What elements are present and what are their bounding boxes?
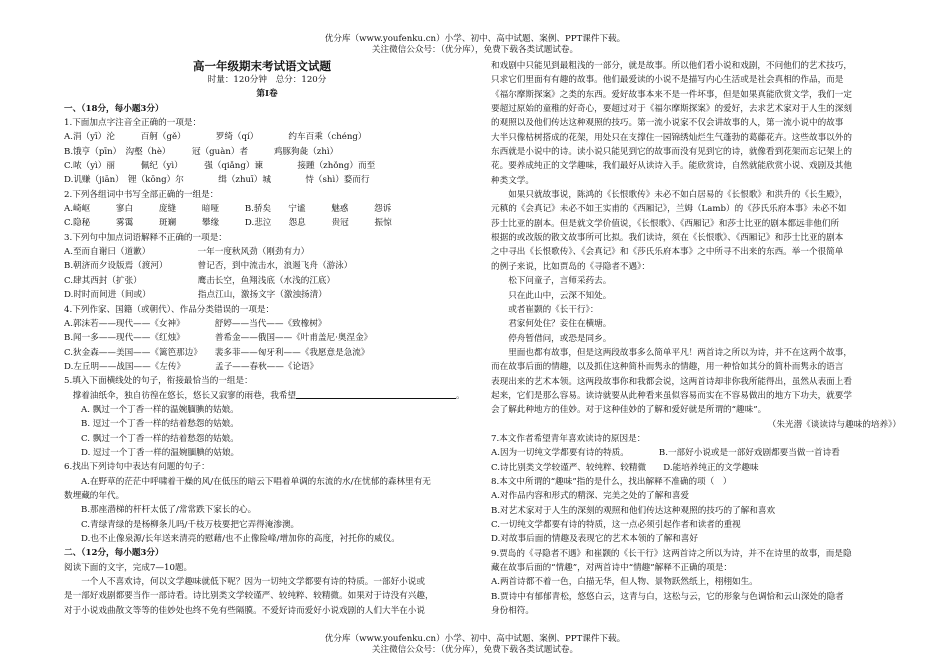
passage-line: 根据的或改版的散文故事所可比拟。我们读诗，须在《长恨歌》、《西厢记》和莎士比亚的剧本: [491, 233, 844, 244]
answer-option: C.一切纯文学都要有诗的特质，这一点必须引起作者和读者的重视: [491, 520, 741, 530]
poem-line: 或者崔颢的《长干行》：: [491, 304, 599, 315]
passage-line: 一个人不喜欢诗，何以文学趣味就低下呢？因为一切纯文学都要有诗的特质。一部好小说或: [64, 577, 425, 588]
footer-line-1: 优分库（www.youfenku.cn）小学、初中、高中试题、案例、PPT课件下载。: [324, 634, 626, 644]
volume-label: 第Ⅰ卷: [256, 89, 278, 100]
footer-line-2: 关注微信公众号：（优分库），免费下载各类试题试卷。: [371, 645, 579, 655]
poem-line: 松下问童子，言师采药去。: [491, 276, 612, 287]
answer-option: A.郭沫若——现代——《女神》 舒婷——当代——《致橡树》: [64, 318, 327, 329]
answer-option: C. 飘过一个丁香一样的结着愁怨的姑娘。: [81, 433, 239, 444]
answer-option: D.左丘明——战国——《左传》 孟子——春秋——《论语》: [64, 361, 319, 372]
answer-option: A.至而自谢曰（道歉） 一年一度秋风劲（刚劲有力）: [64, 247, 310, 258]
answer-option: B.贾诗中有郁郁青松，悠悠白云，这青与白，这松与云，它的形象与色调恰和云山深处的隐者: [491, 591, 844, 602]
passage-line: 大半只像枯树搭成的花架，用处只在支撑住一园锦绣灿烂生气蓬勃的葛藤花卉。这些故事以外的: [491, 132, 852, 143]
poem-line: 君家何处住？妾住在横塘。: [491, 319, 612, 330]
fill-blank-line: 撑着油纸伞，独自彷徨在悠长，悠长又寂寥的雨巷，我希望 。: [64, 390, 465, 401]
answer-option: 数埋藏的年代。: [64, 490, 125, 501]
section-heading: 二、（12分，每小题3分）: [64, 548, 164, 559]
question-stem: 1.下面加点字注音全正确的一项是：: [64, 118, 202, 129]
passage-line: 只求它们里面有有趣的故事。他们最爱读的小说不是描写内心生活或是社会真相的作品，而是: [491, 75, 844, 86]
answer-option: B.对艺术家对于人生的深刻的观照和他们传达这种观照的技巧的了解和喜欢: [491, 505, 776, 516]
passage-line: 是一部好戏剧都要当作一部诗看。诗比别类文学较谨严、较纯粹、较精微。如果对于诗没有兴趣，: [64, 591, 434, 602]
passage-line: 元稹的《会真记》未必不如王实甫的《西厢记》，兰姆（Lamb）的《莎氏乐府本事》未必不如: [491, 204, 847, 215]
passage-line: 要超过原始的童稚的好奇心，要超过对于《福尔摩斯探案》的爱好，去求艺术家对于人生的深刻: [491, 104, 852, 115]
question-stem: 8.本文中所谓的“趣味”指的是什么，找出解释不准确的项（ ）: [491, 476, 732, 487]
passage-line: 花。要养成纯正的文学趣味，我们最好从读诗入手。能欣赏诗，自然就能欣赏小说、戏剧及其他: [491, 161, 852, 172]
passage-line: 的例子来说，比如贾岛的《寻隐者不遇》：: [491, 261, 650, 272]
answer-option: D.也不止像泉源/长年送来清亮的慰藉/也不止像险峰/增加你的高度，衬托你的威仪。: [81, 534, 400, 544]
header-line-2: 关注微信公众号：（优分库），免费下载各类试题试卷。: [371, 45, 579, 55]
question-stem: 2.下列各组词中书写全部正确的一组是：: [64, 189, 219, 200]
passage-line: 和戏剧中只能见到最粗浅的一部分，就是故事。所以他们看小说和戏剧，不问他们的艺术技巧，: [491, 61, 852, 71]
question-stem: 藏在故事后面的“情趣”，对两首诗中“情趣”解释不正确的项是：: [491, 563, 733, 574]
right-column: [491, 59, 901, 618]
poem-line: 只在此山中，云深不知处。: [491, 290, 612, 301]
answer-option: C.肆其西封（扩张） 鹰击长空，鱼翔浅底（水浅的江底）: [64, 275, 336, 286]
answer-option: C.青绿青绿的是杨柳条儿吗/千枝万枝要把它弄得淹渗澳。: [81, 519, 300, 530]
fill-blank-text: 撑着油纸伞，独自彷徨在悠长，悠长又寂寥的雨巷，我希望: [64, 390, 297, 401]
answer-option: A.对作品内容和形式的精深、完美之处的了解和喜爱: [491, 491, 690, 502]
poem-line: 停舟暂借问，或恐是同乡。: [491, 333, 612, 344]
passage-line: 之中寻出《长恨歌传》、《会真记》和《莎氏乐府本事》之中所寻不出来的东西。举一个很简单: [491, 247, 844, 258]
passage-line: 对于小说戏曲散文等等的佳妙处也终不免有些隔膜。不爱好诗而爱好小说戏剧的人们大半在小说: [64, 605, 425, 616]
answer-option: A.两首诗都不着一色，白描无华，但人物、景物跃然纸上，栩栩如生。: [491, 577, 758, 588]
answer-option: B.饿亨（pīn） 沟壑（hè） 冠（guàn）者 鸡豚狗彘（zhì）: [64, 146, 339, 157]
exam-title: 高一年级期末考试语文试题: [193, 59, 331, 73]
header-line-1: 优分库（www.youfenku.cn）小学、初中、高中试题、案例、PPT课件下载。: [324, 34, 626, 44]
answer-option: C.哝（yì）丽 佩纪（yì） 强（qiǎng）谏 接踵（zhǒng）而至: [64, 161, 376, 172]
passage-source: （朱光潜《谈读诗与趣味的培养》）: [767, 419, 901, 430]
answer-option: A.在野草的茫茫中呼啸着干燥的风/在低压的暗云下唱着单调的东流的水/在忧郁的森林里有无: [81, 476, 431, 487]
passage-line: 种类文学。: [491, 175, 534, 186]
answer-option: A.涓（yī）沦 百舸（gě） 罗绮（qí） 约车百乘（chéng）: [64, 132, 367, 143]
reading-instruction: 阅读下面的文字，完成7—10题。: [64, 562, 193, 573]
answer-option: B.闻一多——现代——《红烛》 普希金——俄国——《叶甫盖尼·奥涅金》: [64, 333, 373, 344]
answer-option: B.那座潜梯的杆杆太低了/常常跌下家长的心。: [81, 505, 257, 516]
left-column: [64, 59, 470, 618]
passage-line: 表现出来的艺术本领。这两段故事你和我都会说，这两首诗却非你我所能得出，虽然从表面上看: [491, 376, 852, 387]
question-stem: 6.找出下列诗句中表达有问题的句子：: [64, 462, 210, 473]
passage-line: 《福尔摩斯探案》之类的东西。爱好故事本来不是一件坏事，但是如果真能欣赏文学，我们一定: [491, 89, 852, 100]
exam-meta: 时量：120分钟 总分：120分: [207, 75, 327, 85]
question-stem: 7.本文作者希望青年喜欢读诗的原因是：: [491, 433, 646, 444]
question-stem: 9.贾岛的《寻隐者不遇》和崔颢的《长干行》这两首诗之所以为诗，并不在诗里的故事，而是隐: [491, 548, 852, 559]
passage-line: 莎士比亚的剧本。但是就文学价值说，《长恨歌》、《西厢记》和莎士比亚的剧本都远非他们所: [491, 218, 840, 229]
page-footer: [0, 634, 950, 656]
passage-line: 会了解此种地方的佳妙。对于这种佳妙的了解和爱好就是所谓的“趣味”。: [491, 405, 767, 416]
passage-line: 如果只就故事说，陈鸿的《长恨歌传》未必不如白居易的《长恨歌》和洪升的《长生殿》，: [491, 190, 848, 201]
answer-option: A. 飘过一个丁香一样的温婉腼腆的姑娘。: [81, 404, 239, 415]
answer-option: A.因为一切纯文学都要有诗的特质。 B.一部好小说或是一部好戏剧都要当做一首诗看: [491, 448, 840, 459]
question-stem: 3.下列句中加点词语解释不正确的一项是：: [64, 232, 227, 243]
answer-option: D.讥赚（jiān） 锂（kōng）尔 缉（zhuī）城 恃（shì）婺而行: [64, 175, 370, 186]
answer-option: C.狄金森——美国——《篱笆那边》 裴多菲——匈牙利——《我愿意是急流》: [64, 347, 370, 358]
passage-line: 的观照以及他们传达这种观照的技巧。第一流小说家不仅会讲故事的人，第一流小说中的故事: [491, 118, 844, 129]
answer-option: D. 逗过一个丁香一样的温婉腼腆的姑娘。: [81, 447, 240, 458]
answer-option: 身份相符。: [491, 606, 534, 617]
passage-line: 里面也都有故事，但是这两段故事多么简单平凡！两首诗之所以为诗，并不在这两个故事，: [491, 347, 852, 358]
passage-line: 而在故事后面的情趣，以及抓住这种简朴而隽永的情趣，用一种恰如其分的简朴而隽永的语言: [491, 362, 844, 373]
answer-option: A.崎岖 寥白 庞缝 暗哑 B.骄矣 宁谧 魅惑 怨诉: [64, 204, 392, 215]
question-stem: 5.填入下面横线处的句子，衔接最恰当的一组是：: [64, 376, 253, 387]
answer-blank: [296, 390, 456, 399]
answer-option: C.诗比别类文学较谨严、较纯粹、较精微 D.能培养纯正的文学趣味: [491, 462, 759, 473]
question-stem: 4.下列作家、国籍（或朝代）、作品分类错误的一项是：: [64, 304, 275, 315]
answer-option: B.朝济而夕设版焉（渡河） 曾记否，到中流击水，浪遏飞舟（游泳）: [64, 261, 353, 272]
passage-line: 东西就是小说中的诗。读小说只能见到它的故事而没有见到它的诗，就像看到花架而忘记架上的: [491, 147, 852, 158]
answer-option: B. 逗过一个丁香一样的结着愁怨的姑娘。: [81, 419, 239, 430]
passage-line: 起来，它们是那么容易。读诗就要从此种看来虽似容易而实在不容易做出的地方下功夫，就要学: [491, 390, 852, 401]
answer-option: D.时时而间进（间或） 指点江山，激扬文字（激浊扬清）: [64, 290, 327, 301]
section-heading: 一、（18分，每小题3分）: [64, 103, 164, 114]
answer-option: D.对故事后面的情趣及表现它的艺术本领的了解和喜好: [491, 534, 698, 545]
answer-option: C.隐秘 雾霭 斑斓 攀缘 D.悲泣 怨息 贵冠 振惊: [64, 218, 392, 229]
page-header: [0, 34, 950, 56]
